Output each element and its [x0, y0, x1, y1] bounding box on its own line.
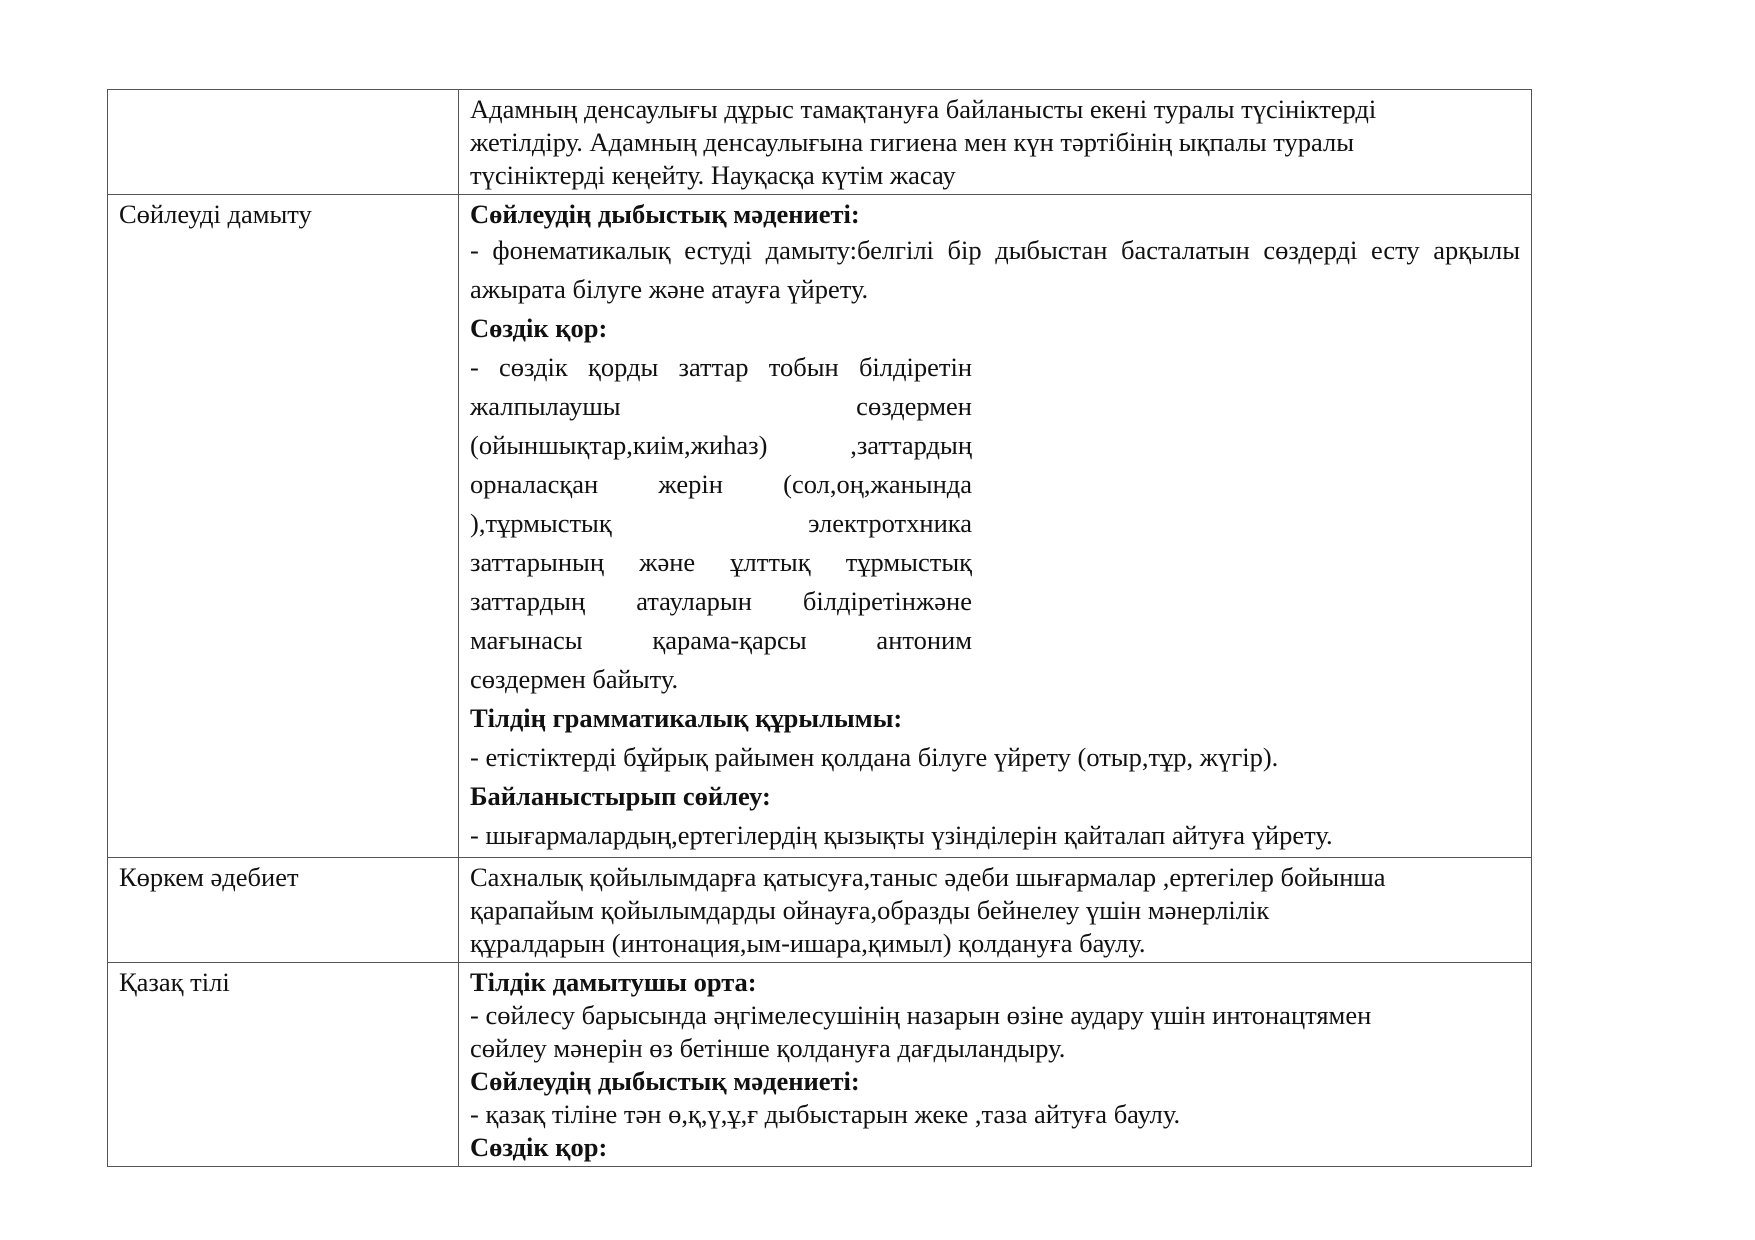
paragraph-line: - сөздік қорды заттар тобын білдіретін — [470, 352, 972, 382]
document-page — [107, 89, 1520, 1167]
paragraph-line: заттардың атауларын білдіретінжәне — [470, 586, 972, 616]
content-line: құралдарын (интонация,ым-ишара,қимыл) қолдануға баулу. — [470, 928, 1146, 958]
section-label-cell — [108, 858, 459, 963]
paragraph: - шығармалардың,ертегілердің қызықты үзінділерін қайталап айтуға үйрету. — [470, 820, 1333, 850]
section-label-cell — [108, 90, 459, 195]
curriculum-table — [107, 89, 1532, 1167]
subsection-heading: Байланыстырып сөйлеу: — [470, 781, 771, 811]
section-label-cell — [108, 963, 459, 1167]
section-content-cell — [459, 963, 1532, 1167]
paragraph-line: ),тұрмыстық электротхника — [470, 508, 972, 538]
subsection-heading: Сөздік қор: — [470, 1132, 608, 1162]
paragraph-line: (ойыншықтар,киім,жиһаз) ,заттардың — [470, 430, 972, 460]
section-content-cell — [459, 858, 1532, 963]
paragraph: - етістіктерді бұйрық райымен қолдана білуге үйрету (отыр,тұр, жүгір). — [470, 742, 1279, 772]
section-content-cell — [459, 195, 1532, 858]
paragraph-line: сөйлеу мәнерін өз бетінше қолдануға дағдыландыру. — [470, 1033, 1066, 1063]
paragraph-line: сөздермен байыту. — [470, 664, 679, 694]
section-content-cell — [459, 90, 1532, 195]
subsection-heading: Тілдің грамматикалық құрылымы: — [470, 703, 903, 733]
section-label-cell — [108, 195, 459, 858]
vocabulary-paragraph — [470, 348, 972, 699]
content-line: жетілдіру. Адамның денсаулығына гигиена мен күн тәртібінің ықпалы туралы — [470, 127, 1355, 157]
table-row — [108, 195, 1532, 858]
paragraph: - фонематикалық естуді дамыту:белгілі бір дыбыстан басталатын сөздерді есту арқылы ажырата білуге және атауға үйрету. — [470, 235, 1520, 304]
content-line: түсініктерді кеңейту. Науқасқа күтім жасау — [470, 160, 956, 190]
section-label: Сөйлеуді дамыту — [119, 199, 312, 229]
subsection-heading: Сөйлеудің дыбыстық мәдениеті: — [470, 199, 860, 229]
paragraph-line: - сөйлесу барысында әңгімелесушінің назарын өзіне аудару үшін интонацтямен — [470, 1000, 1372, 1030]
table-row — [108, 858, 1532, 963]
subsection-heading: Сөйлеудің дыбыстық мәдениеті: — [470, 1066, 860, 1096]
content-line: Сахналық қойылымдарға қатысуға,таныс әдеби шығармалар ,ертегілер бойынша — [470, 862, 1386, 892]
section-label: Қазақ тілі — [119, 967, 230, 997]
content-line: қарапайым қойылымдарды ойнауға,образды бейнелеу үшін мәнерлілік — [470, 895, 1270, 925]
paragraph-line: жалпылаушы сөздермен — [470, 391, 972, 421]
section-label: Көркем әдебиет — [119, 862, 299, 892]
subsection-heading: Тілдік дамытушы орта: — [470, 967, 757, 997]
paragraph-line: орналасқан жерін (сол,оң,жанында — [470, 469, 972, 499]
paragraph: - қазақ тіліне тән ө,қ,ү,ұ,ғ дыбыстарын жеке ,таза айтуға баулу. — [470, 1099, 1181, 1129]
table-row — [108, 963, 1532, 1167]
content-line: Адамның денсаулығы дұрыс тамақтануға байланысты екені туралы түсініктерді — [470, 94, 1377, 124]
paragraph-line: заттарының және ұлттық тұрмыстық — [470, 547, 972, 577]
table-row — [108, 90, 1532, 195]
paragraph-line: мағынасы қарама-қарсы антоним — [470, 625, 972, 655]
subsection-heading: Сөздік қор: — [470, 313, 608, 343]
